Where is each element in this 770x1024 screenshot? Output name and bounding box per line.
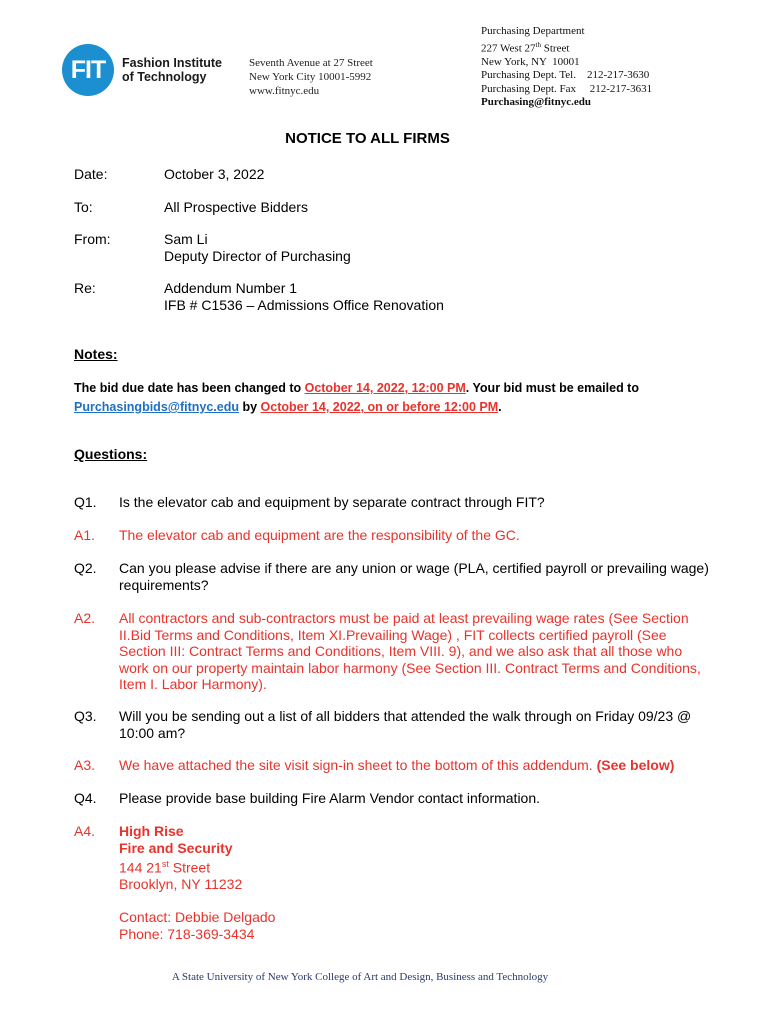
q2-number: Q2. <box>74 560 97 576</box>
q3-line1: Will you be sending out a list of all bidders that attended the walk through on Friday 09/23 @ <box>119 708 692 724</box>
dept-street-suffix: th <box>535 40 541 49</box>
a2-line1: All contractors and sub-contractors must be paid at least prevailing wage rates (See Section <box>119 610 689 626</box>
from-value <box>164 231 351 265</box>
re-value <box>164 280 444 314</box>
dept-tel: Purchasing Dept. Tel. 212-217-3630 <box>481 69 650 82</box>
a4-vendor-name1: High Rise <box>119 823 184 839</box>
a2-line2: II.Bid Terms and Conditions, Item XI.Prevailing Wage) , FIT collects certified payroll (See <box>119 626 667 643</box>
q4-text: Please provide base building Fire Alarm Vendor contact information. <box>119 790 541 806</box>
address-line2: New York City 10001-5992 <box>249 71 372 83</box>
a2-line3: Section III: Contract Terms and Conditions, Item VIII. 9), and we also ask that all those who <box>119 643 683 659</box>
a4-number: A4. <box>74 823 96 839</box>
purchasing-dept-contact <box>481 25 652 110</box>
a4-city: Brooklyn, NY 11232 <box>119 876 243 893</box>
footer-tagline: A State University of New York College of Art and Design, Business and Technology <box>171 971 549 983</box>
re-line1: Addendum Number 1 <box>164 280 298 296</box>
q3-text <box>119 708 709 741</box>
a4-street-suffix: st <box>161 859 169 869</box>
q2-line2: requirements? <box>119 576 209 593</box>
notes-paragraph <box>74 379 694 417</box>
notes-part1: The bid due date has been changed to <box>74 381 305 395</box>
a4-vendor-name2: Fire and Security <box>119 839 233 856</box>
new-due-date: October 14, 2022, 12:00 PM <box>304 381 466 395</box>
a1-text: The elevator cab and equipment are the responsibility of the GC. <box>119 527 520 543</box>
date-value: October 3, 2022 <box>164 166 265 182</box>
a2-line4: work on our property maintain labor harmony (See Section III. Contract Terms and Conditions, <box>119 659 701 676</box>
q2-line1: Can you please advise if there are any union or wage (PLA, certified payroll or prevailing wage) <box>119 560 709 576</box>
to-value: All Prospective Bidders <box>164 199 308 215</box>
org-name-line1: Fashion Institute <box>122 56 222 70</box>
a3-see-below: (See below) <box>596 757 675 773</box>
from-label: From: <box>74 231 111 247</box>
a2-number: A2. <box>74 610 96 626</box>
campus-address <box>249 56 373 98</box>
dept-street <box>481 39 652 56</box>
address-line3: www.fitnyc.edu <box>249 85 320 97</box>
notice-title: NOTICE TO ALL FIRMS <box>285 130 450 147</box>
from-name: Sam Li <box>164 231 208 247</box>
notes-part4: . <box>498 400 502 414</box>
a4-contact-person: Contact: Debbie Delgado <box>119 909 276 926</box>
re-line2: IFB # C1536 – Admissions Office Renovation <box>164 297 444 313</box>
dept-name: Purchasing Department <box>481 25 585 37</box>
bid-email-link[interactable]: Purchasingbids@fitnyc.edu <box>74 400 239 414</box>
org-name-line2: of Technology <box>122 70 207 84</box>
notes-heading: Notes: <box>74 346 118 362</box>
to-label: To: <box>74 199 93 215</box>
q1-number: Q1. <box>74 494 97 510</box>
date-label: Date: <box>74 166 108 182</box>
re-label: Re: <box>74 280 96 296</box>
q3-number: Q3. <box>74 708 97 724</box>
questions-heading: Questions: <box>74 446 148 462</box>
a4-street <box>119 856 709 876</box>
org-name <box>122 56 222 84</box>
notes-part3: by <box>239 400 261 414</box>
q1-text: Is the elevator cab and equipment by separate contract through FIT? <box>119 494 545 510</box>
fit-logo: FIT <box>62 44 114 96</box>
a4-vendor-contact <box>119 823 709 942</box>
a1-number: A1. <box>74 527 96 543</box>
dept-city: New York, NY 10001 <box>481 55 580 68</box>
q4-number: Q4. <box>74 790 97 806</box>
notes-part2: . Your bid must be emailed to <box>465 381 639 395</box>
address-line1: Seventh Avenue at 27 Street <box>249 57 373 69</box>
submission-deadline: October 14, 2022, on or before 12:00 PM <box>260 400 499 414</box>
a4-phone: Phone: 718-369-3434 <box>119 925 255 942</box>
a3-text <box>119 757 709 774</box>
dept-email[interactable]: Purchasing@fitnyc.edu <box>481 96 591 109</box>
a3-sentence: We have attached the site visit sign-in sheet to the bottom of this addendum. <box>119 757 597 773</box>
dept-street-name: Street <box>540 42 570 55</box>
a4-street-number: 144 21 <box>119 859 162 876</box>
q3-line2: 10:00 am? <box>119 724 186 741</box>
a2-line5: Item I. Labor Harmony). <box>119 676 267 692</box>
from-title: Deputy Director of Purchasing <box>164 248 351 264</box>
dept-street-number: 227 West 27 <box>481 42 536 55</box>
dept-fax: Purchasing Dept. Fax 212-217-3631 <box>481 82 653 95</box>
q2-text <box>119 560 709 593</box>
a3-number: A3. <box>74 757 96 773</box>
a4-street-name: Street <box>168 859 211 876</box>
a2-text <box>119 610 709 693</box>
